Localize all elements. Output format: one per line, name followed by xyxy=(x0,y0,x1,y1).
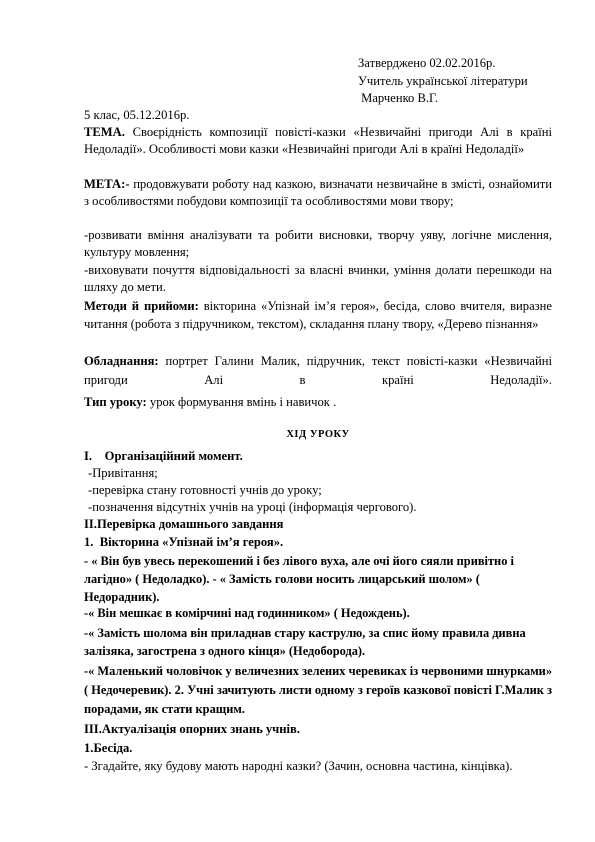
approval-line-1: Затверджено 02.02.2016р. xyxy=(358,56,496,70)
class-date: 5 клас, 05.12.2016р. xyxy=(84,108,190,122)
lesson-goal-3: -виховувати почуття відповідальності за власні вчинки, уміння долати перешкоди на шляху до мети. xyxy=(84,263,552,294)
topic-label: ТЕМА. xyxy=(84,125,125,139)
section-3-title: ІІІ.Актуалізація опорних знань учнів. xyxy=(84,722,300,736)
methods-block xyxy=(84,297,552,333)
goal-text-1: продовжувати роботу над казкою, визначати незвичайне в змісті, ознайомити з особливостями побудови композиції та особливостями мови твору; xyxy=(84,177,552,208)
lesson-type xyxy=(84,394,552,411)
lesson-goal-1 xyxy=(84,176,552,210)
methods-label: Методи й прийоми: xyxy=(84,299,199,313)
quiz-question-2: -« Він мешкає в комірчині над годинником» ( Недождень). xyxy=(84,606,410,620)
section-3-question-1: - Згадайте, яку будову мають народні казки? (Зачин, основна частина, кінцівка). xyxy=(84,759,513,773)
equipment-block xyxy=(84,352,552,390)
lesson-type-label: Тип уроку: xyxy=(84,395,147,409)
section-3-sub-1: 1.Бесіда. xyxy=(84,741,133,755)
topic-text: Своєрідність композиції повісті-казки «Незвичайні пригоди Алі в країні Недоладії». Особливості мови казки «Незвичайні пригоди Алі в країні Недоладії» xyxy=(84,125,552,156)
section-1-title: І. Організаційний момент. xyxy=(84,449,243,463)
equipment-text: портрет Галини Малик, підручник, текст повісті-казки «Незвичайні пригоди Алі в країні Недоладії». xyxy=(84,354,552,387)
section-1-item-3: -позначення відсутніх учнів на уроці (інформація чергового). xyxy=(88,500,417,514)
quiz-question-3: -« Замість шолома він приладнав стару каструлю, за спис йому правила дивна залізяка, загострена з одного кінця» (Недоборода). xyxy=(84,626,526,658)
lesson-goal-2: -розвивати вміння аналізувати та робити висновки, творчу уяву, логічне мислення, культуру мовлення; xyxy=(84,228,552,259)
approval-line-3: Марченко В.Г. xyxy=(358,91,439,105)
equipment-label: Обладнання: xyxy=(84,354,159,368)
quiz-question-1: - « Він був увесь перекошений і без лівого вуха, але очі його сяяли привітно і лагідно» ( Недоладко). - « Замість голови носить лицарський шолом» ( Недорадник). xyxy=(84,554,514,604)
quiz-question-4: -« Маленький чоловічок у величезних зелених черевиках із червоними шнурками» ( Недочеревик). 2. Учні зачитують листи одному з героїв казкової повісті Г.Малик з порадами, як стати кращим. xyxy=(84,664,553,716)
lesson-type-text: урок формування вмінь і навичок . xyxy=(146,395,337,409)
approval-line-2: Учитель української літератури xyxy=(358,73,528,88)
lesson-topic xyxy=(84,124,552,158)
course-title: ХІД УРОКУ xyxy=(286,429,350,440)
section-2-title: ІІ.Перевірка домашнього завдання xyxy=(84,517,284,531)
approval-block xyxy=(358,55,528,108)
goal-label: МЕТА:- xyxy=(84,177,130,191)
section-1-item-2: -перевірка стану готовності учнів до уроку; xyxy=(88,483,322,497)
section-2-sub-1: 1. Вікторина «Упізнай ім’я героя». xyxy=(84,535,284,549)
section-1-item-1: -Привітання; xyxy=(88,466,158,480)
methods-text: вікторина «Упізнай ім’я героя», бесіда, слово вчителя, виразне читання (робота з підручником, текстом), складання плану твору, «Дерево пізнання» xyxy=(84,299,552,331)
